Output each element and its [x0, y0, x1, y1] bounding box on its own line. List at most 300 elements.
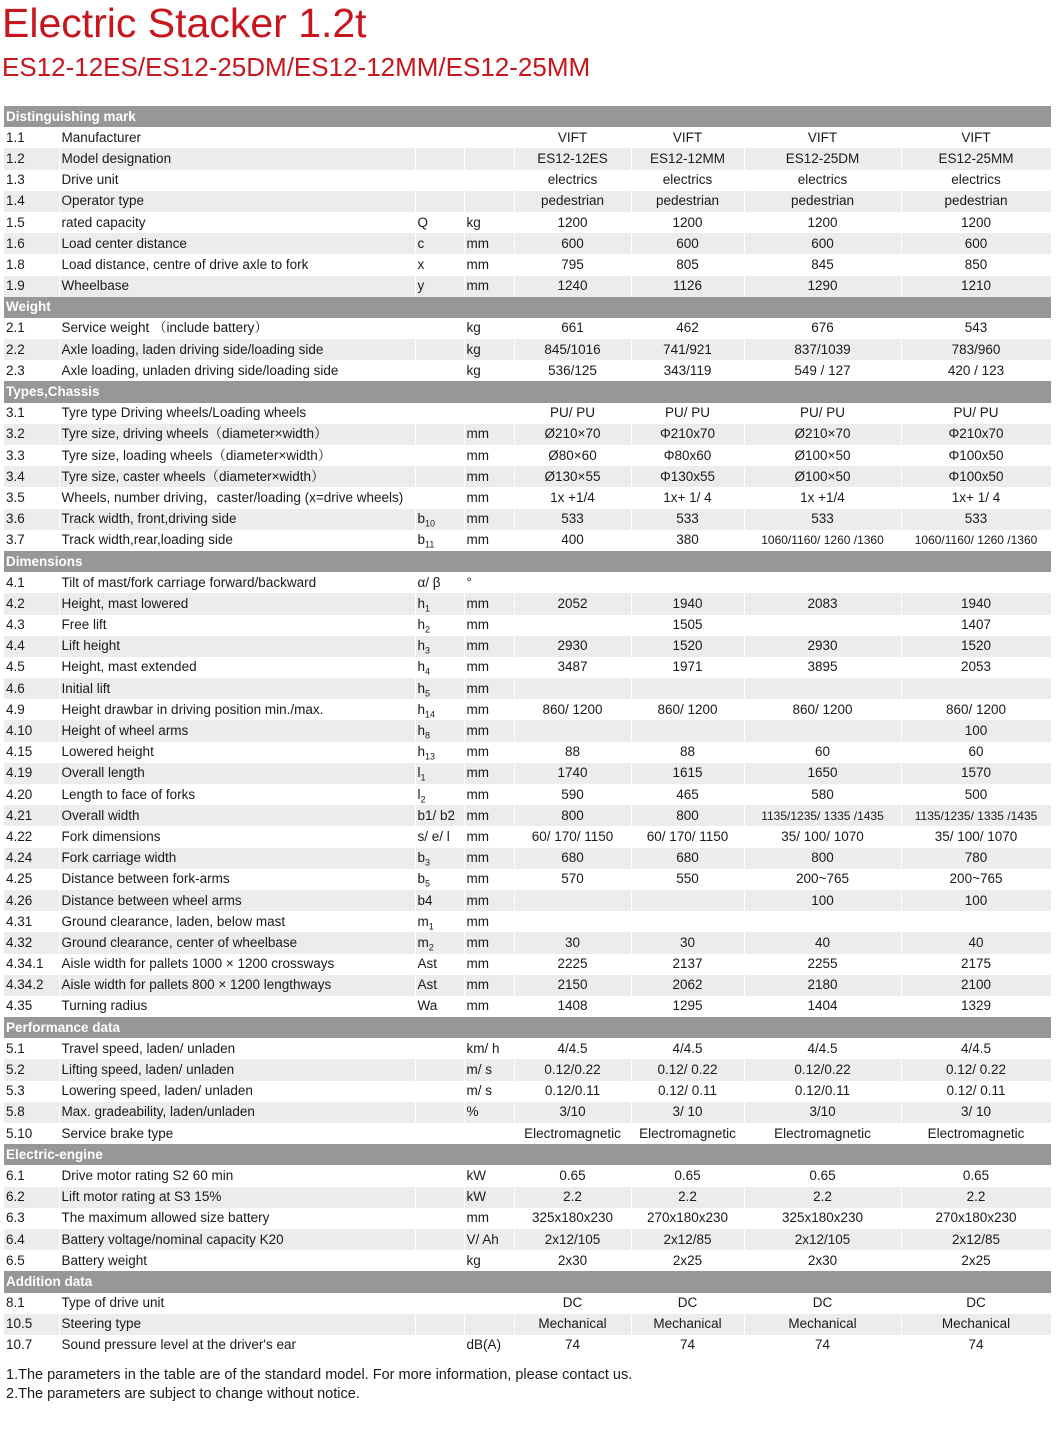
row-number: 4.3 [4, 615, 59, 636]
row-label: Load distance, centre of drive axle to fork [59, 254, 415, 275]
row-number: 3.3 [4, 445, 59, 466]
value-cell: 845/1016 [514, 339, 631, 360]
row-symbol [415, 699, 464, 720]
value-cell: 40 [744, 932, 901, 953]
table-row [4, 763, 1051, 784]
value-cell: 2180 [744, 975, 901, 996]
row-unit: mm [464, 932, 514, 953]
value-cell: 2052 [514, 593, 631, 614]
value-cell [631, 572, 744, 593]
value-cell [901, 678, 1051, 699]
value-cell: 1505 [631, 615, 744, 636]
row-number: 4.31 [4, 911, 59, 932]
row-number: 8.1 [4, 1293, 59, 1314]
row-symbol [415, 1038, 464, 1059]
symbol-text: h [417, 638, 426, 654]
row-label: Lowered height [59, 742, 415, 763]
section-title: Performance data [4, 1017, 1051, 1038]
value-cell: VIFT [631, 127, 744, 148]
row-label: Turning radius [59, 996, 415, 1017]
row-label: Aisle width for pallets 1000 × 1200 crossways [59, 954, 415, 975]
value-cell [631, 720, 744, 741]
row-unit: mm [464, 276, 514, 297]
value-cell: 1210 [901, 276, 1051, 297]
row-number: 5.3 [4, 1081, 59, 1102]
table-row [4, 212, 1051, 233]
symbol-text: l [417, 786, 421, 802]
row-number: 1.3 [4, 170, 59, 191]
value-cell: 4/4.5 [631, 1038, 744, 1059]
row-number: 1.1 [4, 127, 59, 148]
row-label: Height, mast lowered [59, 593, 415, 614]
value-cell: 500 [901, 784, 1051, 805]
value-cell: 2150 [514, 975, 631, 996]
row-label: Lift height [59, 636, 415, 657]
value-cell: PU/ PU [744, 403, 901, 424]
row-symbol [415, 1187, 464, 1208]
table-row [4, 1187, 1051, 1208]
value-cell: 676 [744, 318, 901, 339]
value-cell: 2062 [631, 975, 744, 996]
row-label: Service weight （include battery） [59, 318, 415, 339]
symbol-text: x [417, 256, 425, 272]
row-number: 4.25 [4, 869, 59, 890]
symbol-text: h [417, 659, 426, 675]
value-cell: electrics [744, 170, 901, 191]
row-symbol [415, 466, 464, 487]
table-row [4, 360, 1051, 381]
row-symbol [415, 1059, 464, 1080]
symbol-text: c [417, 235, 425, 251]
value-cell: 4/4.5 [901, 1038, 1051, 1059]
row-symbol [415, 276, 464, 297]
row-label: Initial lift [59, 678, 415, 699]
value-cell: 661 [514, 318, 631, 339]
value-cell: 2x12/85 [631, 1229, 744, 1250]
section-title: Electric-engine [4, 1144, 1051, 1165]
row-label: Model designation [59, 148, 415, 169]
value-cell: 0.65 [631, 1165, 744, 1186]
table-row [4, 1208, 1051, 1229]
row-unit: mm [464, 848, 514, 869]
table-row [4, 254, 1051, 275]
row-label: Tyre type Driving wheels/Loading wheels [59, 403, 415, 424]
row-number: 4.34.2 [4, 975, 59, 996]
row-number: 5.8 [4, 1102, 59, 1123]
value-cell: 2175 [901, 954, 1051, 975]
table-row [4, 1293, 1051, 1314]
value-cell: DC [901, 1293, 1051, 1314]
section-header [4, 1144, 1051, 1165]
symbol-subscript: 1 [425, 603, 431, 614]
row-number: 1.4 [4, 191, 59, 212]
symbol-text: m [417, 913, 429, 929]
row-symbol [415, 445, 464, 466]
value-cell: DC [631, 1293, 744, 1314]
value-cell [514, 615, 631, 636]
value-cell: Ø210×70 [744, 424, 901, 445]
value-cell: Φ80x60 [631, 445, 744, 466]
symbol-subscript: 11 [425, 540, 435, 551]
value-cell: 1135/1235/ 1335 /1435 [744, 805, 901, 826]
value-cell: 343/119 [631, 360, 744, 381]
symbol-text: b [417, 871, 426, 887]
row-unit: mm [464, 1208, 514, 1229]
symbol-subscript: 2 [420, 794, 426, 805]
row-symbol [415, 1123, 464, 1144]
row-label: Service brake type [59, 1123, 415, 1144]
row-unit: mm [464, 615, 514, 636]
row-unit: kg [464, 212, 514, 233]
value-cell: 1971 [631, 657, 744, 678]
row-symbol [415, 890, 464, 911]
value-cell: 860/ 1200 [744, 699, 901, 720]
table-row [4, 805, 1051, 826]
symbol-subscript: 3 [425, 645, 431, 656]
row-number: 10.5 [4, 1314, 59, 1335]
value-cell: 3/ 10 [631, 1102, 744, 1123]
value-cell: 600 [744, 233, 901, 254]
row-label: Axle loading, unladen driving side/loading side [59, 360, 415, 381]
value-cell: 845 [744, 254, 901, 275]
table-row [4, 339, 1051, 360]
value-cell: 60/ 170/ 1150 [514, 826, 631, 847]
value-cell: 420 / 123 [901, 360, 1051, 381]
row-label: Height of wheel arms [59, 720, 415, 741]
value-cell: 1329 [901, 996, 1051, 1017]
value-cell: Electromagnetic [514, 1123, 631, 1144]
row-unit: mm [464, 720, 514, 741]
row-label: Free lift [59, 615, 415, 636]
value-cell: 3/10 [744, 1102, 901, 1123]
section-header [4, 1017, 1051, 1038]
row-symbol [415, 360, 464, 381]
row-label: Distance between fork-arms [59, 869, 415, 890]
value-cell: 2255 [744, 954, 901, 975]
row-symbol [415, 996, 464, 1017]
value-cell: VIFT [901, 127, 1051, 148]
value-cell [514, 890, 631, 911]
table-row [4, 678, 1051, 699]
table-row [4, 1165, 1051, 1186]
table-row [4, 890, 1051, 911]
row-label: Track width, front,driving side [59, 509, 415, 530]
value-cell: Mechanical [744, 1314, 901, 1335]
value-cell: Electromagnetic [744, 1123, 901, 1144]
row-symbol [415, 233, 464, 254]
row-unit: dB(A) [464, 1335, 514, 1356]
value-cell: 680 [631, 848, 744, 869]
row-symbol [415, 869, 464, 890]
spec-table-body [4, 106, 1051, 1356]
value-cell: 60/ 170/ 1150 [631, 826, 744, 847]
symbol-text: b4 [417, 892, 433, 908]
row-symbol [415, 1102, 464, 1123]
symbol-text: y [417, 278, 425, 294]
row-number: 1.9 [4, 276, 59, 297]
row-unit: mm [464, 530, 514, 551]
symbol-text: Wa [417, 998, 438, 1014]
symbol-text: α/ β [417, 574, 441, 590]
value-cell: 1570 [901, 763, 1051, 784]
row-symbol [415, 720, 464, 741]
value-cell: electrics [901, 170, 1051, 191]
row-number: 4.2 [4, 593, 59, 614]
value-cell: PU/ PU [901, 403, 1051, 424]
section-title: Addition data [4, 1271, 1051, 1292]
row-label: Track width,rear,loading side [59, 530, 415, 551]
value-cell: 2930 [514, 636, 631, 657]
table-row [4, 975, 1051, 996]
value-cell: 0.12/ 0.11 [901, 1081, 1051, 1102]
row-number: 4.10 [4, 720, 59, 741]
row-label: Lifting speed, laden/ unladen [59, 1059, 415, 1080]
table-row [4, 1335, 1051, 1356]
value-cell: Ø100×50 [744, 466, 901, 487]
row-label: Ground clearance, laden, below mast [59, 911, 415, 932]
value-cell: 1200 [514, 212, 631, 233]
row-unit: mm [464, 954, 514, 975]
row-symbol [415, 424, 464, 445]
row-unit: V/ Ah [464, 1229, 514, 1250]
row-symbol [415, 318, 464, 339]
value-cell: 837/1039 [744, 339, 901, 360]
row-label: Battery weight [59, 1250, 415, 1271]
symbol-subscript: 2 [428, 942, 434, 953]
value-cell: 533 [631, 509, 744, 530]
row-number: 1.5 [4, 212, 59, 233]
value-cell: 1404 [744, 996, 901, 1017]
value-cell: 380 [631, 530, 744, 551]
row-unit: kW [464, 1187, 514, 1208]
value-cell: 462 [631, 318, 744, 339]
value-cell: 0.12/0.22 [514, 1059, 631, 1080]
value-cell: 1240 [514, 276, 631, 297]
row-symbol [415, 954, 464, 975]
value-cell: 1290 [744, 276, 901, 297]
section-header [4, 381, 1051, 402]
row-unit: mm [464, 233, 514, 254]
row-number: 3.7 [4, 530, 59, 551]
row-unit [464, 191, 514, 212]
value-cell: 88 [631, 742, 744, 763]
value-cell: 860/ 1200 [631, 699, 744, 720]
value-cell: 465 [631, 784, 744, 805]
row-label: Axle loading, laden driving side/loading side [59, 339, 415, 360]
value-cell: VIFT [514, 127, 631, 148]
row-symbol [415, 593, 464, 614]
row-symbol [415, 805, 464, 826]
row-label: Overall width [59, 805, 415, 826]
row-label: Height, mast extended [59, 657, 415, 678]
row-symbol [415, 742, 464, 763]
section-header [4, 297, 1051, 318]
value-cell [631, 911, 744, 932]
value-cell: 2.2 [514, 1187, 631, 1208]
row-symbol [415, 191, 464, 212]
symbol-text: h [417, 595, 426, 611]
value-cell: 400 [514, 530, 631, 551]
value-cell: 30 [631, 932, 744, 953]
symbol-subscript: 14 [425, 709, 436, 720]
value-cell [631, 678, 744, 699]
value-cell: 2x30 [514, 1250, 631, 1271]
table-row [4, 996, 1051, 1017]
row-unit: mm [464, 657, 514, 678]
value-cell: DC [744, 1293, 901, 1314]
value-cell: 0.12/0.11 [514, 1081, 631, 1102]
symbol-text: h [417, 744, 426, 760]
row-label: Height drawbar in driving position min./max. [59, 699, 415, 720]
row-number: 4.24 [4, 848, 59, 869]
table-row [4, 593, 1051, 614]
value-cell [514, 911, 631, 932]
value-cell: 805 [631, 254, 744, 275]
value-cell: 1135/1235/ 1335 /1435 [901, 805, 1051, 826]
value-cell: 2225 [514, 954, 631, 975]
row-symbol [415, 127, 464, 148]
value-cell: electrics [631, 170, 744, 191]
value-cell: 783/960 [901, 339, 1051, 360]
value-cell: 35/ 100/ 1070 [901, 826, 1051, 847]
row-number: 10.7 [4, 1335, 59, 1356]
value-cell: 533 [514, 509, 631, 530]
symbol-text: b [417, 511, 426, 527]
row-label: Fork carriage width [59, 848, 415, 869]
row-label: Manufacturer [59, 127, 415, 148]
value-cell: 2.2 [631, 1187, 744, 1208]
row-label: Load center distance [59, 233, 415, 254]
value-cell [901, 572, 1051, 593]
row-unit [464, 1314, 514, 1335]
value-cell: pedestrian [514, 191, 631, 212]
row-label: Length to face of forks [59, 784, 415, 805]
page-title: Electric Stacker 1.2t [2, 0, 367, 46]
row-number: 1.8 [4, 254, 59, 275]
value-cell: 60 [901, 742, 1051, 763]
row-number: 4.9 [4, 699, 59, 720]
section-title: Dimensions [4, 551, 1051, 572]
value-cell: 35/ 100/ 1070 [744, 826, 901, 847]
row-number: 4.35 [4, 996, 59, 1017]
value-cell: 1x+ 1/ 4 [901, 487, 1051, 508]
row-unit: kW [464, 1165, 514, 1186]
value-cell: 800 [514, 805, 631, 826]
row-symbol [415, 148, 464, 169]
row-label: Sound pressure level at the driver's ear [59, 1335, 415, 1356]
row-symbol [415, 509, 464, 530]
row-label: Tyre size, driving wheels（diameter×width） [59, 424, 415, 445]
value-cell: 30 [514, 932, 631, 953]
row-number: 4.6 [4, 678, 59, 699]
row-unit: mm [464, 678, 514, 699]
row-number: 5.10 [4, 1123, 59, 1144]
value-cell: 1740 [514, 763, 631, 784]
value-cell: Φ210x70 [631, 424, 744, 445]
table-row [4, 848, 1051, 869]
row-symbol [415, 212, 464, 233]
row-symbol [415, 975, 464, 996]
value-cell: Φ100x50 [901, 466, 1051, 487]
value-cell: 800 [631, 805, 744, 826]
symbol-text: b [417, 850, 426, 866]
value-cell: 800 [744, 848, 901, 869]
value-cell: 325x180x230 [744, 1208, 901, 1229]
row-unit [464, 403, 514, 424]
row-symbol [415, 1165, 464, 1186]
symbol-text: h [417, 680, 426, 696]
value-cell: 3487 [514, 657, 631, 678]
value-cell: 680 [514, 848, 631, 869]
table-row [4, 445, 1051, 466]
value-cell: 1615 [631, 763, 744, 784]
row-unit: mm [464, 509, 514, 530]
row-symbol [415, 1314, 464, 1335]
value-cell: 2x12/85 [901, 1229, 1051, 1250]
table-row [4, 869, 1051, 890]
row-label: Wheels, number driving，caster/loading (x=drive wheels) [59, 487, 415, 508]
value-cell [744, 572, 901, 593]
table-row [4, 572, 1051, 593]
value-cell: Ø80×60 [514, 445, 631, 466]
symbol-text: m [417, 934, 429, 950]
value-cell: 1060/1160/ 1260 /1360 [744, 530, 901, 551]
row-number: 4.26 [4, 890, 59, 911]
row-unit: kg [464, 339, 514, 360]
table-row [4, 657, 1051, 678]
value-cell: 1060/1160/ 1260 /1360 [901, 530, 1051, 551]
row-unit: mm [464, 890, 514, 911]
value-cell: Electromagnetic [631, 1123, 744, 1144]
section-title: Types,Chassis [4, 381, 1051, 402]
table-row [4, 509, 1051, 530]
row-number: 1.6 [4, 233, 59, 254]
value-cell: Mechanical [514, 1314, 631, 1335]
value-cell: ES12-25MM [901, 148, 1051, 169]
row-unit: mm [464, 869, 514, 890]
row-label: Steering type [59, 1314, 415, 1335]
value-cell: 2.2 [744, 1187, 901, 1208]
symbol-text: b [417, 532, 426, 548]
section-title: Weight [4, 297, 1051, 318]
value-cell: 2930 [744, 636, 901, 657]
value-cell: DC [514, 1293, 631, 1314]
value-cell: 1295 [631, 996, 744, 1017]
value-cell: 270x180x230 [901, 1208, 1051, 1229]
value-cell [514, 720, 631, 741]
value-cell: 536/125 [514, 360, 631, 381]
value-cell: Ø130×55 [514, 466, 631, 487]
value-cell: electrics [514, 170, 631, 191]
spec-table [4, 106, 1052, 1356]
value-cell: PU/ PU [514, 403, 631, 424]
row-number: 3.2 [4, 424, 59, 445]
row-unit [464, 170, 514, 191]
table-row [4, 1314, 1051, 1335]
row-symbol [415, 403, 464, 424]
value-cell: 580 [744, 784, 901, 805]
row-number: 3.4 [4, 466, 59, 487]
table-row [4, 170, 1051, 191]
row-unit [464, 1123, 514, 1144]
symbol-text: Ast [417, 977, 438, 993]
value-cell: Mechanical [631, 1314, 744, 1335]
row-label: Lowering speed, laden/ unladen [59, 1081, 415, 1102]
value-cell: pedestrian [631, 191, 744, 212]
value-cell [514, 678, 631, 699]
table-row [4, 424, 1051, 445]
row-unit: kg [464, 360, 514, 381]
